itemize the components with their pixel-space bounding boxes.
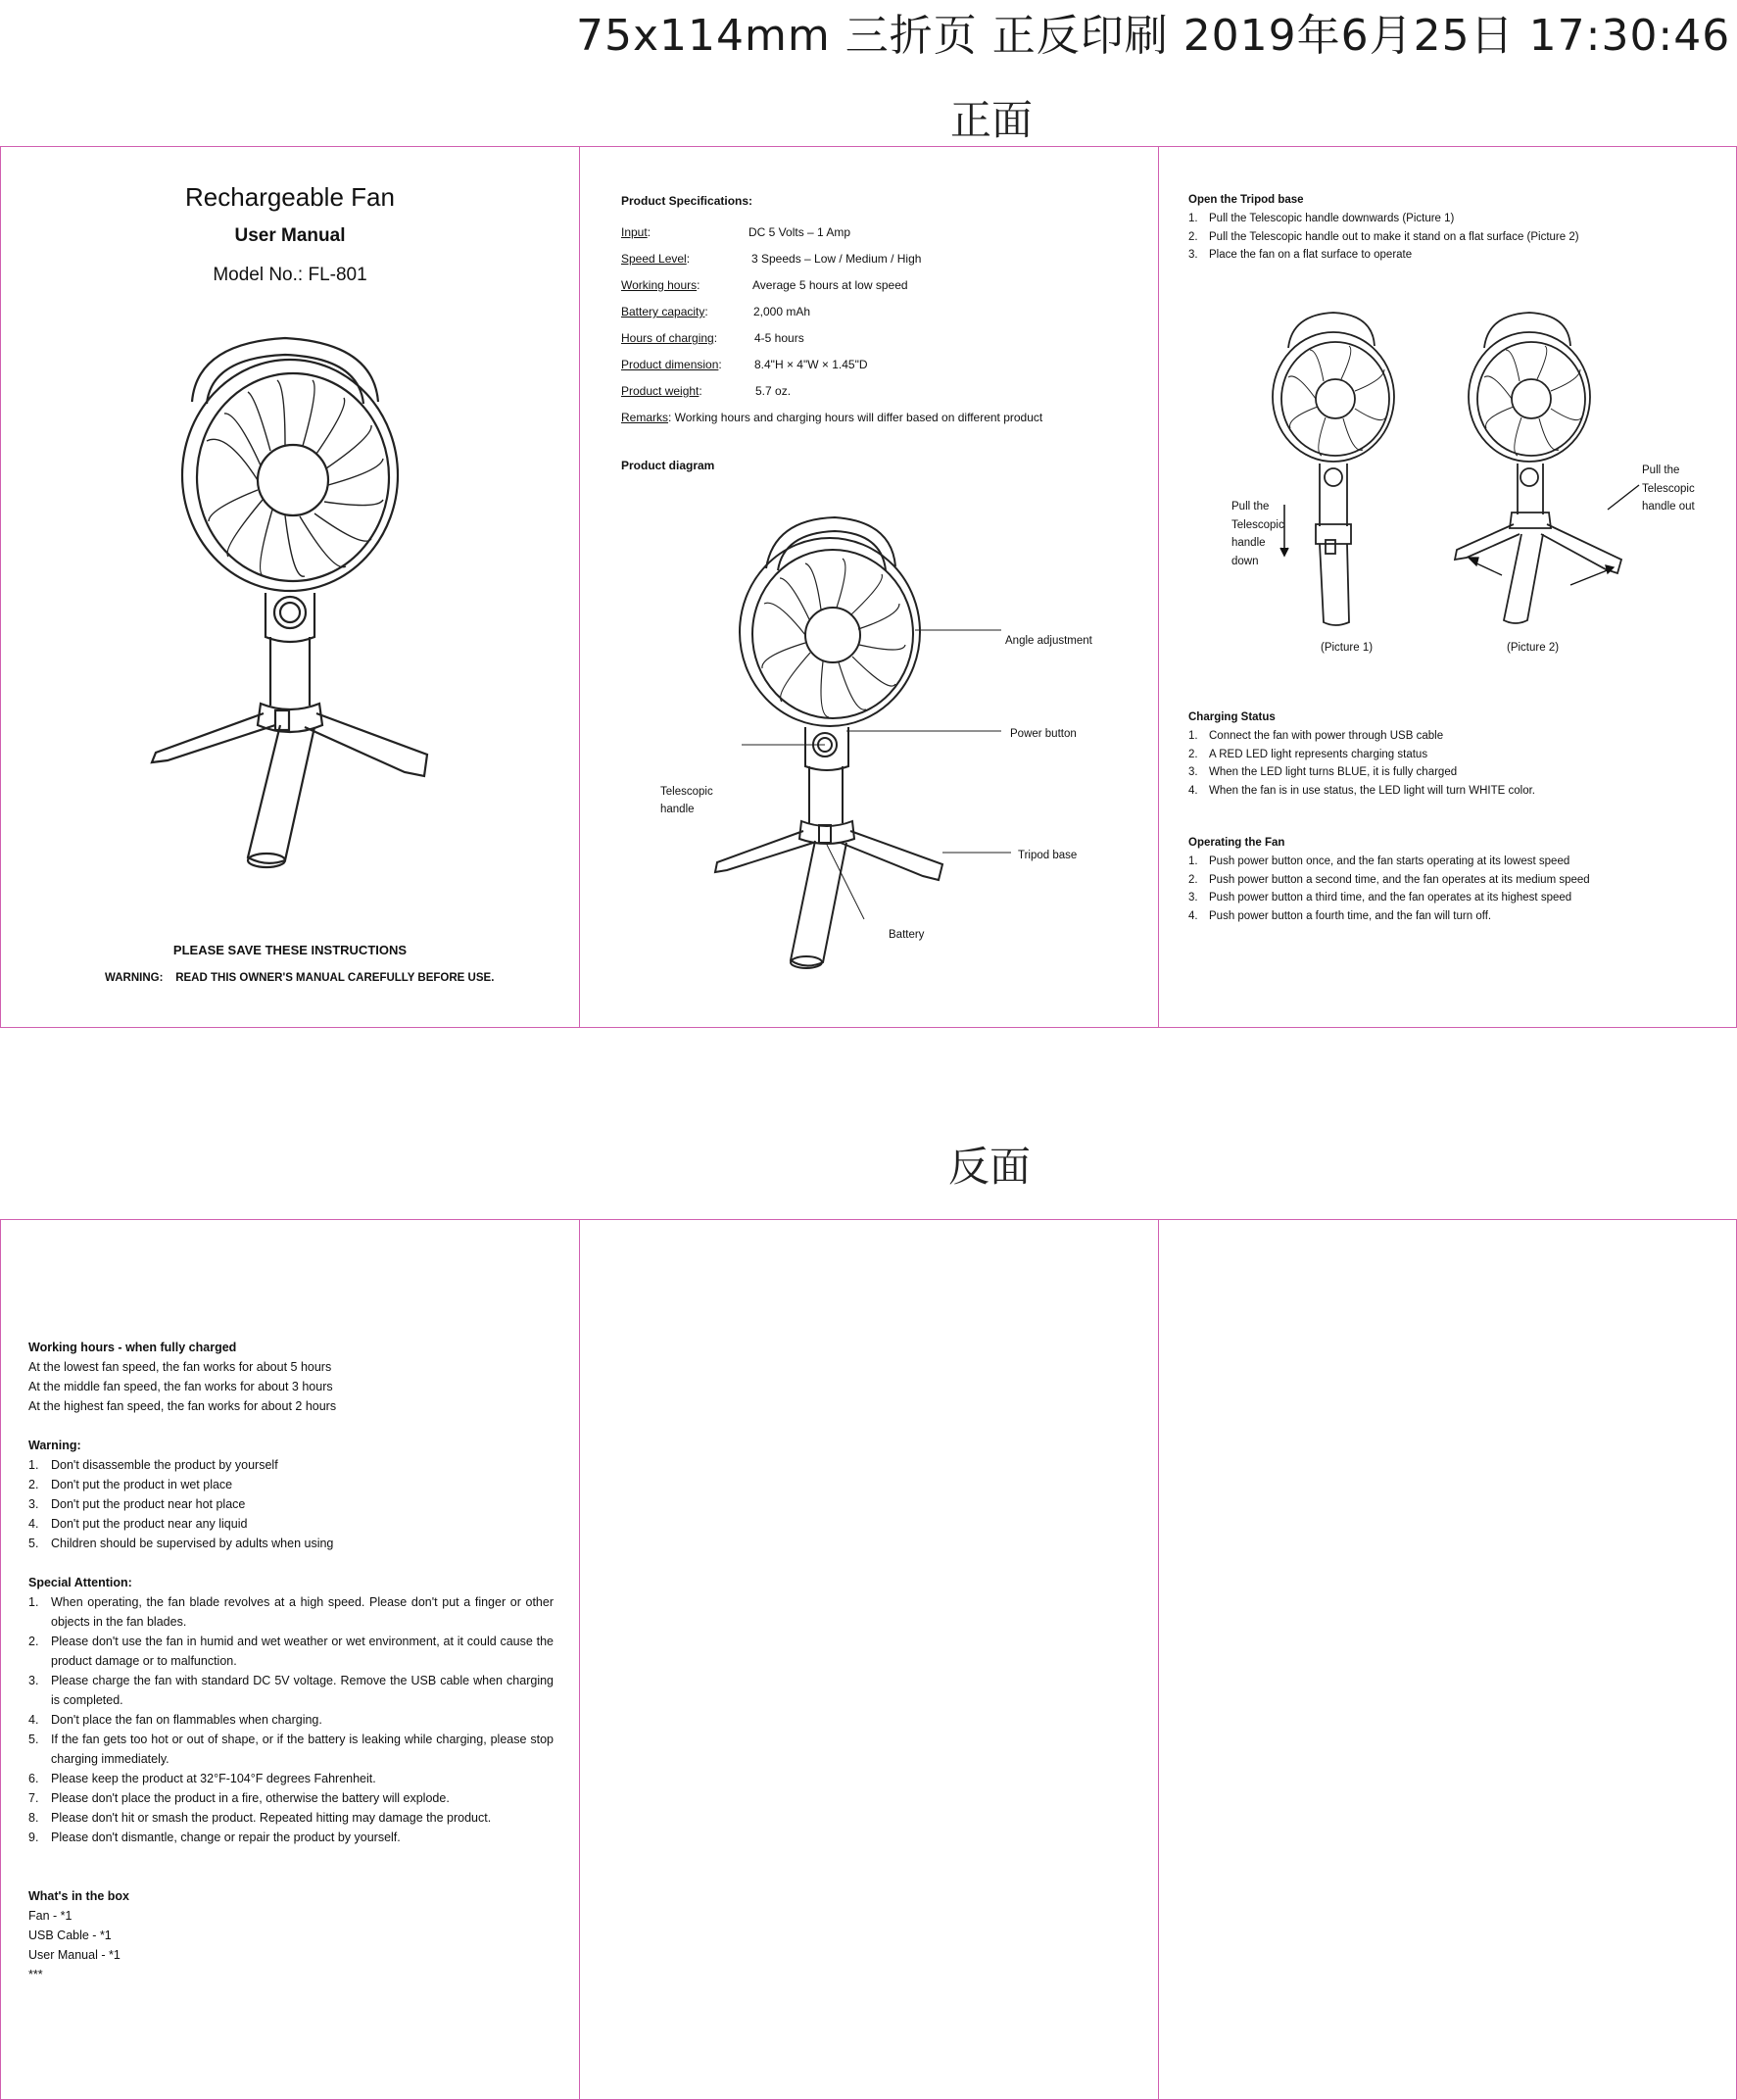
spec-row: Speed Level: 3 Speeds – Low / Medium / High xyxy=(621,246,1042,272)
spec-row: Product weight: 5.7 oz. xyxy=(621,378,1042,405)
spec-label: Product dimension xyxy=(621,358,719,371)
box-item: User Manual - *1 xyxy=(28,1948,121,1962)
warning-label: WARNING: xyxy=(105,972,164,984)
warning-heading: Warning: xyxy=(28,1439,81,1452)
back-panel-content xyxy=(28,1338,554,1984)
picture-2-label: (Picture 2) xyxy=(1507,642,1560,654)
box-item: *** xyxy=(28,1968,43,1981)
operating-steps xyxy=(1188,853,1590,925)
remarks xyxy=(621,405,1042,431)
operating-step: 3. Push power button a third time, and the fan operates at its highest speed xyxy=(1188,892,1572,903)
picture-2-note: Pull the Telescopic handle out xyxy=(1642,464,1695,513)
callout-telescopic-2: handle xyxy=(660,804,695,815)
front-sheet xyxy=(0,146,1737,1028)
attention-item: 2. Please don't use the fan in humid and wet weather or wet environment, at it could cause the product damage or to malfunction. xyxy=(28,1635,554,1668)
picture-2-illustration xyxy=(1463,309,1649,632)
attention-item: 8. Please don't hit or smash the product. Repeated hitting may damage the product. xyxy=(28,1811,492,1825)
attention-heading: Special Attention: xyxy=(28,1576,132,1589)
spec-row: Input: DC 5 Volts – 1 Amp xyxy=(621,220,1042,246)
spec-label: Battery capacity xyxy=(621,305,705,318)
box-item: USB Cable - *1 xyxy=(28,1929,112,1942)
spec-label: Speed Level xyxy=(621,252,687,266)
specs-table xyxy=(621,220,1042,431)
operating-step: 2. Push power button a second time, and the fan operates at its medium speed xyxy=(1188,873,1590,886)
attention-item: 1. When operating, the fan blade revolves at a high speed. Please don't put a finger or other objects in the fan blades. xyxy=(28,1595,554,1629)
working-line: At the lowest fan speed, the fan works for about 5 hours xyxy=(28,1360,332,1374)
spec-row: Working hours: Average 5 hours at low speed xyxy=(621,272,1042,299)
product-diagram xyxy=(658,510,1129,980)
specs-heading: Product Specifications: xyxy=(621,194,753,208)
spec-label: Hours of charging xyxy=(621,331,714,345)
charging-step: 4. When the fan is in use status, the LED light will turn WHITE color. xyxy=(1188,784,1536,797)
warning-item: 3. Don't put the product near hot place xyxy=(28,1497,246,1511)
picture-1-note: Pull the Telescopic handle down xyxy=(1231,501,1284,567)
spec-row: Hours of charging: 4-5 hours xyxy=(621,325,1042,352)
warning-item: 5. Children should be supervised by adults when using xyxy=(28,1537,334,1550)
specs-panel xyxy=(580,147,1158,1027)
charging-step: 3. When the LED light turns BLUE, it is fully charged xyxy=(1188,766,1458,778)
picture-1-illustration xyxy=(1257,309,1404,632)
spec-value: 8.4"H × 4"W × 1.45"D xyxy=(754,358,868,371)
remarks-label: Remarks xyxy=(621,411,669,424)
attention-item: 7. Please don't place the product in a fire, otherwise the battery will explode. xyxy=(28,1791,450,1805)
tripod-steps xyxy=(1188,210,1579,265)
tripod-heading: Open the Tripod base xyxy=(1188,194,1304,206)
remarks-text: : Working hours and charging hours will differ based on different product xyxy=(668,411,1043,424)
operating-step: 1. Push power button once, and the fan starts operating at its lowest speed xyxy=(1188,855,1570,867)
cover-title: Rechargeable Fan xyxy=(185,182,395,212)
charging-heading: Charging Status xyxy=(1188,711,1276,723)
spec-label: Input xyxy=(621,225,648,239)
spec-value: 5.7 oz. xyxy=(755,384,792,398)
working-hours-heading: Working hours - when fully charged xyxy=(28,1341,237,1354)
charging-step: 2. A RED LED light represents charging status xyxy=(1188,748,1428,760)
tripod-step: 3. Place the fan on a flat surface to operate xyxy=(1188,249,1413,261)
callout-telescopic-1: Telescopic xyxy=(660,786,713,798)
warning-text: READ THIS OWNER'S MANUAL CAREFULLY BEFORE USE. xyxy=(175,972,495,984)
attention-item: 4. Don't place the fan on flammables when charging. xyxy=(28,1713,322,1727)
callout-power-button: Power button xyxy=(1010,728,1077,740)
spec-row: Product dimension: 8.4"H × 4"W × 1.45"D xyxy=(621,352,1042,378)
callout-angle-adjustment: Angle adjustment xyxy=(1005,635,1092,647)
working-line: At the middle fan speed, the fan works for about 3 hours xyxy=(28,1380,333,1393)
attention-item: 6. Please keep the product at 32°F-104°F degrees Fahrenheit. xyxy=(28,1772,376,1785)
attention-item: 5. If the fan gets too hot or out of shape, or if the battery is leaking while charging, please stop charging immediately. xyxy=(28,1733,554,1766)
spec-value: Average 5 hours at low speed xyxy=(752,278,908,292)
operating-step: 4. Push power button a fourth time, and the fan will turn off. xyxy=(1188,909,1492,922)
spec-value: 3 Speeds – Low / Medium / High xyxy=(751,252,922,266)
instructions-panel xyxy=(1159,147,1737,1027)
back-side-label: 反面 xyxy=(948,1143,1032,1191)
charging-steps xyxy=(1188,727,1535,800)
charging-step: 1. Connect the fan with power through USB cable xyxy=(1188,730,1444,742)
picture-1-label: (Picture 1) xyxy=(1321,642,1374,654)
callout-battery: Battery xyxy=(889,929,925,941)
cover-panel xyxy=(1,147,579,1027)
spec-row: Battery capacity: 2,000 mAh xyxy=(621,299,1042,325)
attention-item: 3. Please charge the fan with standard DC 5V voltage. Remove the USB cable when charging is completed. xyxy=(28,1674,554,1707)
model-number: Model No.: FL-801 xyxy=(213,265,367,285)
front-side-label: 正面 xyxy=(950,96,1034,144)
callout-tripod-base: Tripod base xyxy=(1018,850,1078,861)
box-contents-heading: What's in the box xyxy=(28,1889,129,1903)
warning-item: 2. Don't put the product in wet place xyxy=(28,1478,233,1491)
box-item: Fan - *1 xyxy=(28,1909,72,1923)
fold-line xyxy=(579,1220,580,2099)
fold-line xyxy=(1158,1220,1159,2099)
attention-item: 9. Please don't dismantle, change or repair the product by yourself. xyxy=(28,1831,401,1844)
spec-label: Product weight xyxy=(621,384,700,398)
warning-item: 4. Don't put the product near any liquid xyxy=(28,1517,248,1531)
fan-illustration xyxy=(138,323,452,872)
spec-value: 2,000 mAh xyxy=(753,305,811,318)
cover-subtitle: User Manual xyxy=(234,225,346,246)
save-instructions-notice: PLEASE SAVE THESE INSTRUCTIONS xyxy=(172,943,408,957)
tripod-step: 1. Pull the Telescopic handle downwards (Picture 1) xyxy=(1188,213,1455,224)
warning-item: 1. Don't disassemble the product by yourself xyxy=(28,1458,278,1472)
print-header: 75x114mm 三折页 正反印刷 2019年6月25日 17:30:46 xyxy=(576,11,1731,61)
warning-line xyxy=(105,972,494,984)
spec-value: 4-5 hours xyxy=(754,331,804,345)
working-line: At the highest fan speed, the fan works for about 2 hours xyxy=(28,1399,337,1413)
back-sheet xyxy=(0,1219,1737,2100)
spec-label: Working hours xyxy=(621,278,698,292)
operating-heading: Operating the Fan xyxy=(1188,837,1285,849)
diagram-heading: Product diagram xyxy=(621,459,715,472)
tripod-step: 2. Pull the Telescopic handle out to make it stand on a flat surface (Picture 2) xyxy=(1188,230,1579,243)
spec-value: DC 5 Volts – 1 Amp xyxy=(748,225,851,239)
